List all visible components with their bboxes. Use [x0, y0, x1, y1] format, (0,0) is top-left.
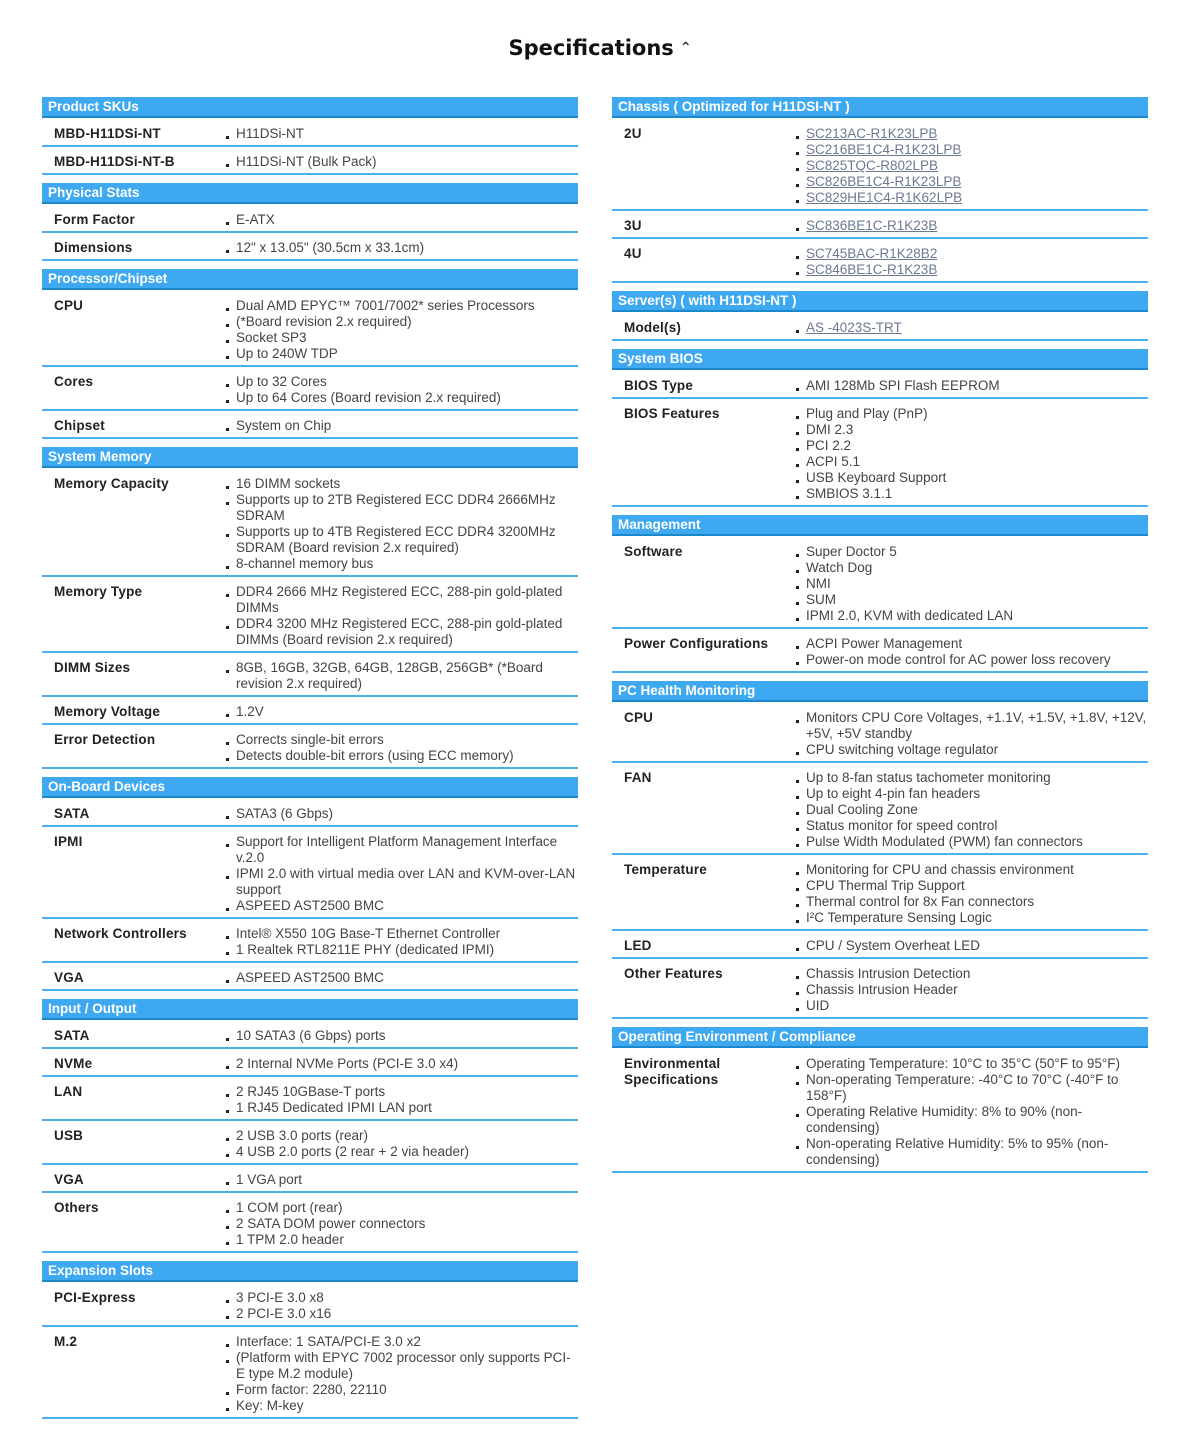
spec-row-usb [42, 1127, 578, 1165]
spec-link[interactable]: AS -4023S-TRT [796, 320, 1148, 336]
spec-values [226, 240, 578, 256]
spec-value: Detects double-bit errors (using ECC memory) [226, 748, 578, 764]
spec-values [226, 806, 578, 822]
spec-row-mbd-h11dsi-nt [42, 125, 578, 147]
section-header: Processor/Chipset [42, 269, 578, 290]
spec-row-ipmi [42, 833, 578, 919]
spec-label: VGA [54, 1172, 84, 1187]
spec-label: M.2 [54, 1334, 78, 1349]
section-chassis-optimized-for-h11dsi-nt [612, 97, 1148, 283]
spec-value: Dual AMD EPYC™ 7001/7002* series Processors [226, 298, 578, 314]
spec-value: 2 RJ45 10GBase-T ports [226, 1084, 578, 1100]
spec-label: Form Factor [54, 212, 135, 227]
spec-row-memory-voltage [42, 703, 578, 725]
spec-value: Chassis Intrusion Header [796, 982, 1148, 998]
section-header: Chassis ( Optimized for H11DSI-NT ) [612, 97, 1148, 118]
spec-row-error-detection [42, 731, 578, 769]
section-header: Expansion Slots [42, 1261, 578, 1282]
spec-value: Thermal control for 8x Fan connectors [796, 894, 1148, 910]
spec-value: 1 RJ45 Dedicated IPMI LAN port [226, 1100, 578, 1116]
spec-row-cpu [42, 297, 578, 367]
spec-label: Memory Capacity [54, 476, 169, 491]
spec-value: DDR4 3200 MHz Registered ECC, 288-pin gold-plated DIMMs (Board revision 2.x required) [226, 616, 578, 648]
spec-value: Watch Dog [796, 560, 1148, 576]
spec-values [226, 926, 578, 958]
spec-value: Non-operating Relative Humidity: 5% to 95% (non-condensing) [796, 1136, 1148, 1168]
page-title[interactable] [0, 36, 1200, 60]
spec-label: IPMI [54, 834, 83, 849]
spec-value: 2 Internal NVMe Ports (PCI-E 3.0 x4) [226, 1056, 578, 1072]
spec-link[interactable]: SC825TQC-R802LPB [796, 158, 1148, 174]
spec-row-3u [612, 217, 1148, 239]
spec-row-cpu [612, 709, 1148, 763]
spec-row-vga [42, 1171, 578, 1193]
spec-values [796, 406, 1148, 502]
spec-value: Plug and Play (PnP) [796, 406, 1148, 422]
spec-values [226, 1172, 578, 1188]
spec-values [796, 320, 1148, 336]
spec-values [226, 584, 578, 648]
section-expansion-slots [42, 1261, 578, 1419]
spec-label: Other Features [624, 966, 723, 981]
spec-row-nvme [42, 1055, 578, 1077]
spec-value: Support for Intelligent Platform Management Interface v.2.0 [226, 834, 578, 866]
spec-value: 4 USB 2.0 ports (2 rear + 2 via header) [226, 1144, 578, 1160]
section-management [612, 515, 1148, 673]
spec-value: SATA3 (6 Gbps) [226, 806, 578, 822]
spec-value: SUM [796, 592, 1148, 608]
section-header: Server(s) ( with H11DSI-NT ) [612, 291, 1148, 312]
spec-value: Supports up to 4TB Registered ECC DDR4 3200MHz SDRAM (Board revision 2.x required) [226, 524, 578, 556]
section-system-memory [42, 447, 578, 769]
spec-value: (Platform with EPYC 7002 processor only supports PCI-E type M.2 module) [226, 1350, 578, 1382]
spec-value: NMI [796, 576, 1148, 592]
spec-label: SATA [54, 806, 90, 821]
spec-label: Others [54, 1200, 99, 1215]
spec-values [796, 636, 1148, 668]
spec-value: Operating Relative Humidity: 8% to 90% (non-condensing) [796, 1104, 1148, 1136]
section-header: System BIOS [612, 349, 1148, 370]
spec-row-network-controllers [42, 925, 578, 963]
spec-value: PCI 2.2 [796, 438, 1148, 454]
spec-values [226, 212, 578, 228]
spec-label: LED [624, 938, 652, 953]
spec-value: Up to 240W TDP [226, 346, 578, 362]
spec-label: USB [54, 1128, 84, 1143]
spec-values [226, 374, 578, 406]
spec-label: CPU [624, 710, 654, 725]
spec-value: Chassis Intrusion Detection [796, 966, 1148, 982]
spec-value: H11DSi-NT (Bulk Pack) [226, 154, 578, 170]
spec-label: Chipset [54, 418, 105, 433]
spec-value: Pulse Width Modulated (PWM) fan connectors [796, 834, 1148, 850]
spec-row-vga [42, 969, 578, 991]
spec-label: Environmental Specifications [624, 1056, 721, 1087]
spec-row-lan [42, 1083, 578, 1121]
spec-values [226, 732, 578, 764]
spec-values [226, 1056, 578, 1072]
section-header: Management [612, 515, 1148, 536]
spec-value: 2 SATA DOM power connectors [226, 1216, 578, 1232]
spec-label: Cores [54, 374, 94, 389]
spec-values [226, 154, 578, 170]
spec-label: VGA [54, 970, 84, 985]
spec-value: 1 Realtek RTL8211E PHY (dedicated IPMI) [226, 942, 578, 958]
spec-row-memory-type [42, 583, 578, 653]
spec-row-sata [42, 805, 578, 827]
spec-link[interactable]: SC745BAC-R1K28B2 [796, 246, 1148, 262]
spec-values [796, 126, 1148, 206]
spec-value: ASPEED AST2500 BMC [226, 898, 578, 914]
spec-value: IPMI 2.0 with virtual media over LAN and KVM-over-LAN support [226, 866, 578, 898]
spec-values [226, 418, 578, 434]
spec-value: AMI 128Mb SPI Flash EEPROM [796, 378, 1148, 394]
spec-label: Model(s) [624, 320, 682, 335]
spec-value: Operating Temperature: 10°C to 35°C (50°F to 95°F) [796, 1056, 1148, 1072]
spec-value: 2 PCI-E 3.0 x16 [226, 1306, 578, 1322]
section-header: Operating Environment / Compliance [612, 1027, 1148, 1048]
spec-values [226, 126, 578, 142]
spec-value: Key: M-key [226, 1398, 578, 1414]
spec-row-fan [612, 769, 1148, 855]
left-column [42, 97, 578, 1427]
spec-values [226, 970, 578, 986]
spec-label: Dimensions [54, 240, 133, 255]
spec-value: UID [796, 998, 1148, 1014]
spec-values [226, 298, 578, 362]
spec-value: 1.2V [226, 704, 578, 720]
spec-value: USB Keyboard Support [796, 470, 1148, 486]
section-header: PC Health Monitoring [612, 681, 1148, 702]
spec-row-other-features [612, 965, 1148, 1019]
spec-label: CPU [54, 298, 84, 313]
spec-value: Super Doctor 5 [796, 544, 1148, 560]
spec-value: Form factor: 2280, 22110 [226, 1382, 578, 1398]
section-on-board-devices [42, 777, 578, 991]
section-server-s-with-h11dsi-nt [612, 291, 1148, 341]
spec-value: DMI 2.3 [796, 422, 1148, 438]
spec-value: CPU Thermal Trip Support [796, 878, 1148, 894]
spec-value: 3 PCI-E 3.0 x8 [226, 1290, 578, 1306]
spec-values [226, 1128, 578, 1160]
spec-row-mbd-h11dsi-nt-b [42, 153, 578, 175]
spec-row-m-2 [42, 1333, 578, 1419]
spec-value: Supports up to 2TB Registered ECC DDR4 2666MHz SDRAM [226, 492, 578, 524]
spec-label: DIMM Sizes [54, 660, 131, 675]
spec-values [226, 1290, 578, 1322]
spec-link[interactable]: SC836BE1C-R1K23B [796, 218, 1148, 234]
spec-value: Intel® X550 10G Base-T Ethernet Controller [226, 926, 578, 942]
spec-label: Error Detection [54, 732, 156, 747]
spec-row-environmental-specifications [612, 1055, 1148, 1173]
spec-row-bios-features [612, 405, 1148, 507]
spec-values [226, 704, 578, 720]
spec-row-dimm-sizes [42, 659, 578, 697]
spec-value: (*Board revision 2.x required) [226, 314, 578, 330]
spec-row-bios-type [612, 377, 1148, 399]
spec-value: Up to 32 Cores [226, 374, 578, 390]
spec-values [796, 378, 1148, 394]
spec-value: 2 USB 3.0 ports (rear) [226, 1128, 578, 1144]
spec-value: 10 SATA3 (6 Gbps) ports [226, 1028, 578, 1044]
spec-value: 8GB, 16GB, 32GB, 64GB, 128GB, 256GB* (*Board revision 2.x required) [226, 660, 578, 692]
spec-label: PCI-Express [54, 1290, 136, 1305]
section-pc-health-monitoring [612, 681, 1148, 1019]
spec-value: CPU switching voltage regulator [796, 742, 1148, 758]
spec-label: 4U [624, 246, 642, 261]
spec-value: 1 VGA port [226, 1172, 578, 1188]
spec-label: BIOS Type [624, 378, 694, 393]
spec-link[interactable]: SC213AC-R1K23LPB [796, 126, 1148, 142]
chevron-up-icon[interactable]: ⌃ [679, 40, 692, 56]
spec-values [796, 710, 1148, 758]
spec-value: Socket SP3 [226, 330, 578, 346]
spec-values [226, 1200, 578, 1248]
spec-value: Power-on mode control for AC power loss recovery [796, 652, 1148, 668]
spec-value: Up to 64 Cores (Board revision 2.x required) [226, 390, 578, 406]
spec-value: E-ATX [226, 212, 578, 228]
section-header: System Memory [42, 447, 578, 468]
section-operating-environment-compliance [612, 1027, 1148, 1173]
section-physical-stats [42, 183, 578, 261]
spec-value: Dual Cooling Zone [796, 802, 1148, 818]
spec-value: 8-channel memory bus [226, 556, 578, 572]
spec-value: ACPI 5.1 [796, 454, 1148, 470]
spec-values [796, 966, 1148, 1014]
spec-values [226, 1028, 578, 1044]
spec-value: Up to 8-fan status tachometer monitoring [796, 770, 1148, 786]
spec-link[interactable]: SC846BE1C-R1K23B [796, 262, 1148, 278]
spec-row-led [612, 937, 1148, 959]
spec-value: System on Chip [226, 418, 578, 434]
spec-label: 3U [624, 218, 642, 233]
spec-row-software [612, 543, 1148, 629]
spec-label: Network Controllers [54, 926, 187, 941]
spec-row-2u [612, 125, 1148, 211]
spec-value: CPU / System Overheat LED [796, 938, 1148, 954]
spec-label: Software [624, 544, 683, 559]
spec-value: Interface: 1 SATA/PCI-E 3.0 x2 [226, 1334, 578, 1350]
spec-value: Monitoring for CPU and chassis environment [796, 862, 1148, 878]
section-header: Physical Stats [42, 183, 578, 204]
spec-values [226, 660, 578, 692]
spec-row-sata [42, 1027, 578, 1049]
spec-value: DDR4 2666 MHz Registered ECC, 288-pin gold-plated DIMMs [226, 584, 578, 616]
section-header: Product SKUs [42, 97, 578, 118]
spec-label: 2U [624, 126, 642, 141]
spec-values [226, 834, 578, 914]
spec-row-chipset [42, 417, 578, 439]
spec-label: MBD-H11DSi-NT-B [54, 154, 175, 169]
spec-value: 1 TPM 2.0 header [226, 1232, 578, 1248]
spec-value: Status monitor for speed control [796, 818, 1148, 834]
spec-values [796, 862, 1148, 926]
spec-values [226, 476, 578, 572]
spec-value: I²C Temperature Sensing Logic [796, 910, 1148, 926]
spec-value: ACPI Power Management [796, 636, 1148, 652]
spec-value: 1 COM port (rear) [226, 1200, 578, 1216]
spec-label: SATA [54, 1028, 90, 1043]
spec-row-others [42, 1199, 578, 1253]
spec-value: 16 DIMM sockets [226, 476, 578, 492]
spec-values [796, 770, 1148, 850]
spec-values [796, 544, 1148, 624]
spec-values [796, 246, 1148, 278]
spec-value: Non-operating Temperature: -40°C to 70°C (-40°F to 158°F) [796, 1072, 1148, 1104]
spec-value: ASPEED AST2500 BMC [226, 970, 578, 986]
spec-value: SMBIOS 3.1.1 [796, 486, 1148, 502]
spec-values [796, 218, 1148, 234]
spec-label: Power Configurations [624, 636, 769, 651]
spec-row-dimensions [42, 239, 578, 261]
spec-label: LAN [54, 1084, 83, 1099]
spec-values [796, 938, 1148, 954]
spec-value: IPMI 2.0, KVM with dedicated LAN [796, 608, 1148, 624]
spec-row-temperature [612, 861, 1148, 931]
spec-link[interactable]: SC826BE1C4-R1K23LPB [796, 174, 1148, 190]
page-title-text: Specifications [508, 36, 674, 60]
spec-value: H11DSi-NT [226, 126, 578, 142]
spec-row-memory-capacity [42, 475, 578, 577]
spec-label: BIOS Features [624, 406, 720, 421]
spec-row-pci-express [42, 1289, 578, 1327]
spec-values [226, 1084, 578, 1116]
spec-row-model-s [612, 319, 1148, 341]
spec-row-cores [42, 373, 578, 411]
spec-value: Up to eight 4-pin fan headers [796, 786, 1148, 802]
spec-label: MBD-H11DSi-NT [54, 126, 161, 141]
section-processor-chipset [42, 269, 578, 439]
spec-value: Monitors CPU Core Voltages, +1.1V, +1.5V, +1.8V, +12V, +5V, +5V standby [796, 710, 1148, 742]
spec-row-power-configurations [612, 635, 1148, 673]
spec-values [796, 1056, 1148, 1168]
spec-link[interactable]: SC829HE1C4-R1K62LPB [796, 190, 1148, 206]
spec-values [226, 1334, 578, 1414]
section-system-bios [612, 349, 1148, 507]
spec-label: Temperature [624, 862, 707, 877]
spec-value: 12" x 13.05" (30.5cm x 33.1cm) [226, 240, 578, 256]
spec-value: Corrects single-bit errors [226, 732, 578, 748]
spec-label: NVMe [54, 1056, 93, 1071]
section-header: On-Board Devices [42, 777, 578, 798]
spec-label: Memory Voltage [54, 704, 161, 719]
spec-label: FAN [624, 770, 652, 785]
right-column [612, 97, 1148, 1181]
spec-link[interactable]: SC216BE1C4-R1K23LPB [796, 142, 1148, 158]
spec-row-form-factor [42, 211, 578, 233]
spec-row-4u [612, 245, 1148, 283]
spec-label: Memory Type [54, 584, 143, 599]
section-input-output [42, 999, 578, 1253]
section-header: Input / Output [42, 999, 578, 1020]
section-product-skus [42, 97, 578, 175]
